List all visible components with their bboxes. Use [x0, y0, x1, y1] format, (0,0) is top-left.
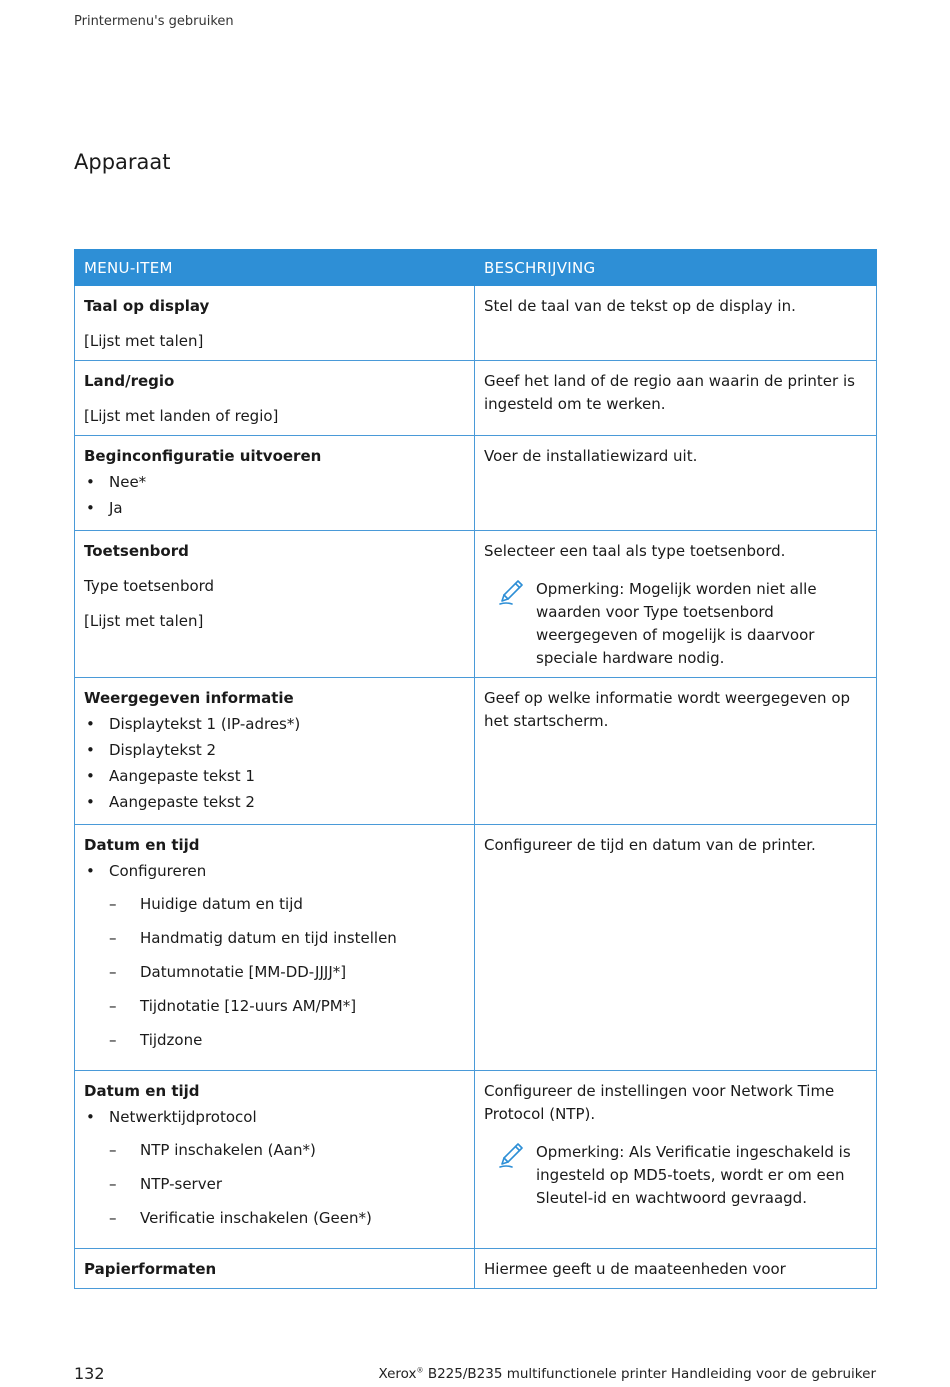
description-text: Selecteer een taal als type toetsenbord.	[484, 542, 786, 560]
sub-option-list	[84, 1139, 465, 1230]
pencil-note-icon	[496, 577, 526, 607]
table-header-row	[75, 250, 877, 286]
section-title: Apparaat	[74, 150, 171, 174]
table-row	[75, 361, 877, 436]
menu-table	[74, 249, 877, 1289]
footer-document-title: B225/B235 multifunctionele printer Handleiding voor de gebruiker	[423, 1366, 876, 1382]
description-cell	[475, 1249, 877, 1289]
list-item: • Configureren	[86, 862, 207, 880]
option-list	[84, 471, 465, 520]
menu-item-cell	[75, 436, 475, 531]
menu-item-title: Papierformaten	[84, 1260, 217, 1278]
menu-item-cell	[75, 286, 475, 361]
menu-item-title: Toetsenbord	[84, 542, 189, 560]
table-row	[75, 825, 877, 1071]
menu-item-title: Weergegeven informatie	[84, 689, 294, 707]
list-item: • Displaytekst 1 (IP-adres*)	[86, 715, 301, 733]
note	[484, 578, 867, 670]
list-item: – Verificatie inschakelen (Geen*)	[109, 1209, 372, 1227]
description-cell	[475, 531, 877, 678]
description-text: Voer de installatiewizard uit.	[484, 447, 698, 465]
menu-item-cell	[75, 361, 475, 436]
list-item: – NTP-server	[109, 1175, 222, 1193]
option-list	[84, 713, 465, 814]
menu-item-title: Land/regio	[84, 372, 175, 390]
list-item: • Ja	[86, 499, 123, 517]
menu-item-value: [Lijst met talen]	[84, 612, 204, 630]
description-text: Stel de taal van de tekst op de display in.	[484, 297, 796, 315]
list-item: • Displaytekst 2	[86, 741, 217, 759]
table-row	[75, 436, 877, 531]
menu-item-title: Beginconfiguratie uitvoeren	[84, 447, 322, 465]
pencil-note-icon	[496, 1140, 526, 1170]
description-cell	[475, 361, 877, 436]
menu-item-cell	[75, 678, 475, 825]
list-item: • Aangepaste tekst 2	[86, 793, 255, 811]
table-row	[75, 286, 877, 361]
table-row	[75, 1249, 877, 1289]
description-cell	[475, 678, 877, 825]
menu-item-cell	[75, 1249, 475, 1289]
column-header-menu-item: MENU-ITEM	[75, 250, 475, 286]
footer-brand: Xerox	[378, 1366, 417, 1382]
menu-item-title: Datum en tijd	[84, 1082, 200, 1100]
note-text: Opmerking: Mogelijk worden niet alle waarden voor Type toetsenbord weergegeven of mogelijk is daarvoor speciale hardware nodig.	[536, 580, 817, 667]
list-item: • Aangepaste tekst 1	[86, 767, 255, 785]
menu-item-cell	[75, 825, 475, 1071]
note-text: Opmerking: Als Verificatie ingeschakeld is ingesteld op MD5-toets, wordt er om een Sleutel-id en wachtwoord gevraagd.	[536, 1143, 851, 1207]
menu-item-cell	[75, 531, 475, 678]
list-item: • Nee*	[86, 473, 147, 491]
registered-mark: ®	[416, 1366, 424, 1375]
description-cell	[475, 1071, 877, 1249]
table-row	[75, 1071, 877, 1249]
option-list	[84, 860, 465, 883]
table-row	[75, 531, 877, 678]
description-cell	[475, 825, 877, 1071]
note	[484, 1141, 867, 1210]
column-header-description: BESCHRIJVING	[475, 250, 877, 286]
option-list	[84, 1106, 465, 1129]
list-item: – Huidige datum en tijd	[109, 895, 303, 913]
menu-item-value: Type toetsenbord	[84, 577, 215, 595]
running-head: Printermenu's gebruiken	[74, 14, 234, 29]
list-item: • Netwerktijdprotocol	[86, 1108, 257, 1126]
list-item: – Tijdnotatie [12-uurs AM/PM*]	[109, 997, 357, 1015]
description-text: Geef op welke informatie wordt weergegeven op het startscherm.	[484, 689, 851, 730]
menu-item-value: [Lijst met landen of regio]	[84, 407, 279, 425]
list-item: – NTP inschakelen (Aan*)	[109, 1141, 316, 1159]
description-cell	[475, 286, 877, 361]
menu-item-cell	[75, 1071, 475, 1249]
page-number: 132	[74, 1364, 105, 1383]
description-cell	[475, 436, 877, 531]
description-text: Geef het land of de regio aan waarin de printer is ingesteld om te werken.	[484, 372, 855, 413]
menu-item-value: [Lijst met talen]	[84, 332, 204, 350]
description-text: Configureer de tijd en datum van de printer.	[484, 836, 816, 854]
description-text: Configureer de instellingen voor Network Time Protocol (NTP).	[484, 1082, 835, 1123]
table-row	[75, 678, 877, 825]
sub-option-list	[84, 893, 465, 1052]
footer-title	[378, 1366, 876, 1382]
description-text: Hiermee geeft u de maateenheden voor	[484, 1260, 786, 1278]
list-item: – Tijdzone	[109, 1031, 203, 1049]
list-item: – Handmatig datum en tijd instellen	[109, 929, 397, 947]
menu-item-title: Datum en tijd	[84, 836, 200, 854]
menu-item-title: Taal op display	[84, 297, 210, 315]
list-item: – Datumnotatie [MM-DD-JJJJ*]	[109, 963, 347, 981]
